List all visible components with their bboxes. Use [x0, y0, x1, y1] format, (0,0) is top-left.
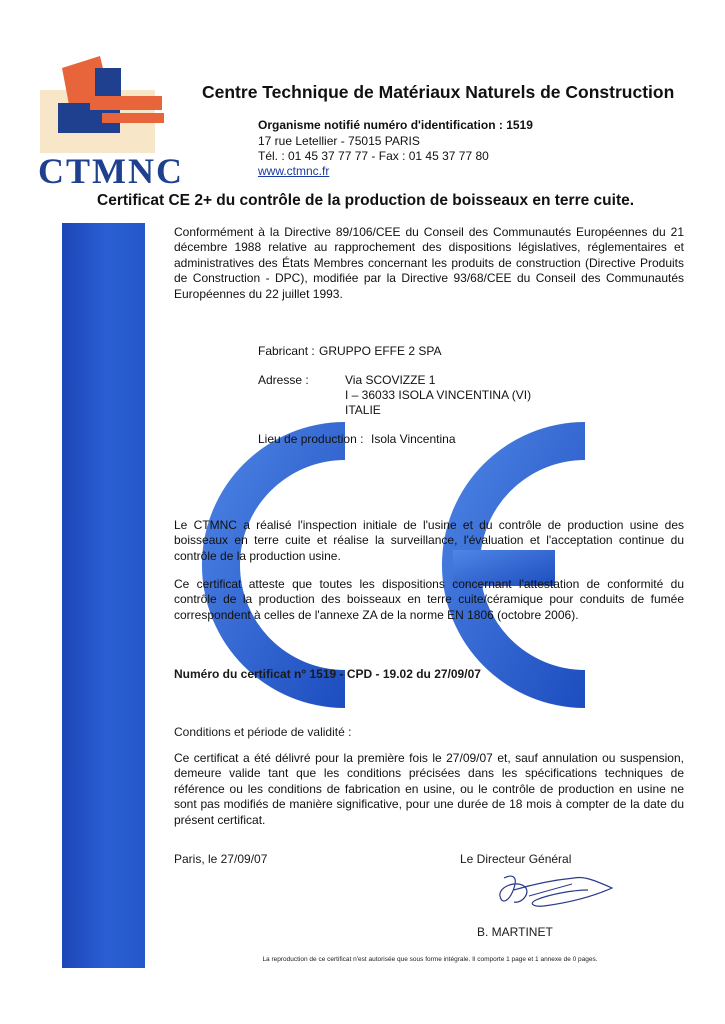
directive-paragraph: Conformément à la Directive 89/106/CEE du Conseil des Communautés Européennes du 21 décembre 1988 relative au rapprochement des dispositions législatives, réglementaires et administratives des États Membres concernant les produits de construction (Directive Produits de Construction - DPC), modifiée par la Directive 93/68/CEE du Conseil des Communautés Européennes du 22 juillet 1993.	[174, 225, 684, 301]
footer-note: La reproduction de ce certificat n'est autorisée que sous forme intégrale. Il comporte 1 page et 1 annexe de 0 pages.	[262, 956, 598, 963]
manufacturer-value: GRUPPO EFFE 2 SPA	[319, 344, 442, 358]
website-link[interactable]: www.ctmnc.fr	[258, 164, 330, 178]
production-site-label: Lieu de production :	[258, 432, 364, 446]
attestation-paragraph: Ce certificat atteste que toutes les dispositions concernant l'attestation de conformité du contrôle de la production des boisseaux en terre cuite/céramique pour conduits de fumée correspondent à celles de l'annexe ZA de la norme EN 1806 (octobre 2006).	[174, 577, 684, 622]
production-site-value: Isola Vincentina	[371, 432, 456, 446]
certificate-number: Numéro du certificat n° 1519 - CPD - 19.02 du 27/09/07	[174, 667, 481, 681]
address-line: Via SCOVIZZE 1	[345, 373, 436, 387]
conditions-title: Conditions et période de validité :	[174, 725, 352, 739]
handwritten-signature	[484, 866, 619, 916]
certificate-title: Certificat CE 2+ du contrôle de la production de boisseaux en terre cuite.	[97, 192, 635, 209]
signer-name: B. MARTINET	[477, 925, 553, 939]
blue-side-bar	[62, 223, 145, 968]
signer-title: Le Directeur Général	[460, 852, 572, 866]
address-line: ITALIE	[345, 403, 381, 417]
inspection-paragraph: Le CTMNC a réalisé l'inspection initiale de l'usine et du contrôle de production usine des boisseaux en terre cuite et réalise la surveillance, l'évaluation et l'acceptation continue du contrôle de la production usine.	[174, 518, 684, 563]
organization-title: Centre Technique de Matériaux Naturels de Construction	[202, 82, 675, 102]
address-line: I – 36033 ISOLA VINCENTINA (VI)	[345, 388, 532, 402]
manufacturer-label: Fabricant :	[258, 344, 315, 358]
ctmnc-logo-text: CTMNC	[38, 151, 184, 191]
notified-body-id: Organisme notifié numéro d'identification : 1519	[258, 118, 533, 132]
phone-fax: Tél. : 01 45 37 77 77 - Fax : 01 45 37 77 80	[258, 149, 489, 163]
address-label: Adresse :	[258, 373, 309, 387]
place-date: Paris, le 27/09/07	[174, 852, 268, 866]
validity-paragraph: Ce certificat a été délivré pour la première fois le 27/09/07 et, sauf annulation ou suspension, demeure valide tant que les conditions précisées dans les spécifications techniques de référence ou les conditions de fabrication en usine, ou le contrôle de production en usine ne sont pas modifiés de manière significative, pour une durée de 18 mois à compter de la date du présent certificat.	[174, 751, 684, 827]
organization-address: 17 rue Letellier - 75015 PARIS	[258, 134, 420, 148]
ctmnc-logo-graphic	[40, 48, 175, 153]
